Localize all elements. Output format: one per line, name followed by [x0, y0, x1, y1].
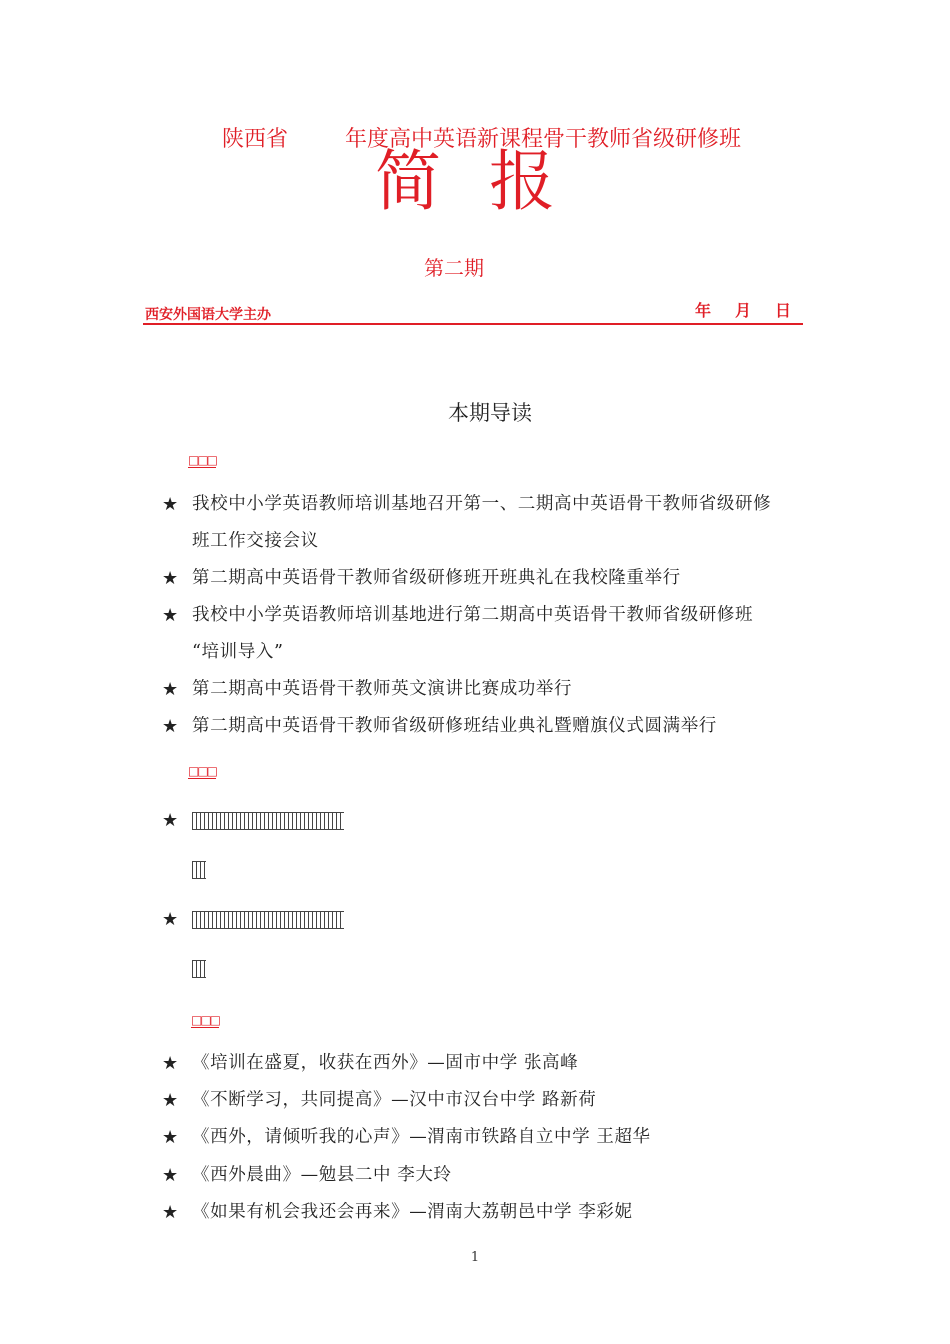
date-line — [695, 298, 791, 321]
toc-item-text-cont: 班工作交接会议 — [192, 531, 319, 551]
star-icon: ★ — [162, 605, 179, 626]
date-year: 年 — [695, 301, 712, 320]
section-label-news: □□□ — [188, 453, 217, 467]
missing-glyphs — [192, 812, 344, 830]
toc-item-text: 我校中小学英语教师培训基地进行第二期高中英语骨干教师省级研修班 — [192, 605, 754, 625]
toc-item[interactable] — [162, 486, 812, 560]
missing-glyphs — [192, 960, 206, 978]
star-icon: ★ — [162, 1053, 179, 1074]
toc-item[interactable] — [162, 708, 812, 745]
toc-item[interactable] — [162, 1194, 812, 1231]
section-label-2: □□□ — [188, 764, 217, 778]
toc-item-text: 第二期高中英语骨干教师省级研修班开班典礼在我校隆重举行 — [192, 568, 681, 588]
star-icon: ★ — [162, 1202, 179, 1223]
date-month: 月 — [735, 301, 752, 320]
star-icon: ★ — [162, 1090, 179, 1111]
toc-item[interactable] — [162, 560, 812, 597]
toc-title: 本期导读 — [448, 401, 532, 425]
star-icon: ★ — [162, 1127, 179, 1148]
star-icon: ★ — [162, 716, 179, 737]
toc-item-text: 《培训在盛夏，收获在西外》—固市中学 张高峰 — [192, 1053, 579, 1073]
big-title: 简报 — [375, 143, 603, 220]
toc-item-text: 《西外，请倾听我的心声》—渭南市铁路自立中学 王超华 — [192, 1127, 651, 1147]
missing-glyphs — [192, 911, 344, 929]
toc-item[interactable] — [162, 802, 812, 888]
toc-item[interactable] — [162, 901, 812, 987]
toc-item[interactable] — [162, 1157, 812, 1194]
star-icon: ★ — [162, 494, 179, 515]
header-program-title: 年度高中英语新课程骨干教师省级研修班 — [345, 127, 742, 152]
toc-item-text: 我校中小学英语教师培训基地召开第一、二期高中英语骨干教师省级研修 — [192, 494, 772, 514]
page-number: 1 — [470, 1250, 480, 1265]
toc-item[interactable] — [162, 671, 812, 708]
header-province: 陕西省 — [222, 127, 289, 152]
toc-item[interactable] — [162, 1119, 812, 1156]
toc-item-text-cont: “培训导入” — [192, 642, 284, 662]
toc-item-text: 第二期高中英语骨干教师英文演讲比赛成功举行 — [192, 679, 573, 699]
section-label-essays: □□□ — [191, 1013, 220, 1027]
issue-number: 第二期 — [424, 256, 484, 280]
toc-item-text: 《如果有机会我还会再来》—渭南大荔朝邑中学 李彩妮 — [192, 1202, 633, 1222]
sponsor: 西安外国语大学主办 — [145, 307, 271, 323]
toc-item[interactable] — [162, 1082, 812, 1119]
toc-item-text: 第二期高中英语骨干教师省级研修班结业典礼暨赠旗仪式圆满举行 — [192, 716, 717, 736]
star-icon: ★ — [162, 909, 179, 930]
star-icon: ★ — [162, 679, 179, 700]
header-divider — [143, 323, 803, 325]
star-icon: ★ — [162, 568, 179, 589]
missing-glyphs — [192, 861, 206, 879]
star-icon: ★ — [162, 1165, 179, 1186]
toc-item[interactable] — [162, 1045, 812, 1082]
toc-item[interactable] — [162, 597, 812, 671]
toc-item-text: 《西外晨曲》—勉县二中 李大玲 — [192, 1165, 452, 1185]
date-day: 日 — [775, 301, 792, 320]
toc-item-text: 《不断学习，共同提高》—汉中市汉台中学 路新荷 — [192, 1090, 597, 1110]
star-icon: ★ — [162, 810, 179, 831]
